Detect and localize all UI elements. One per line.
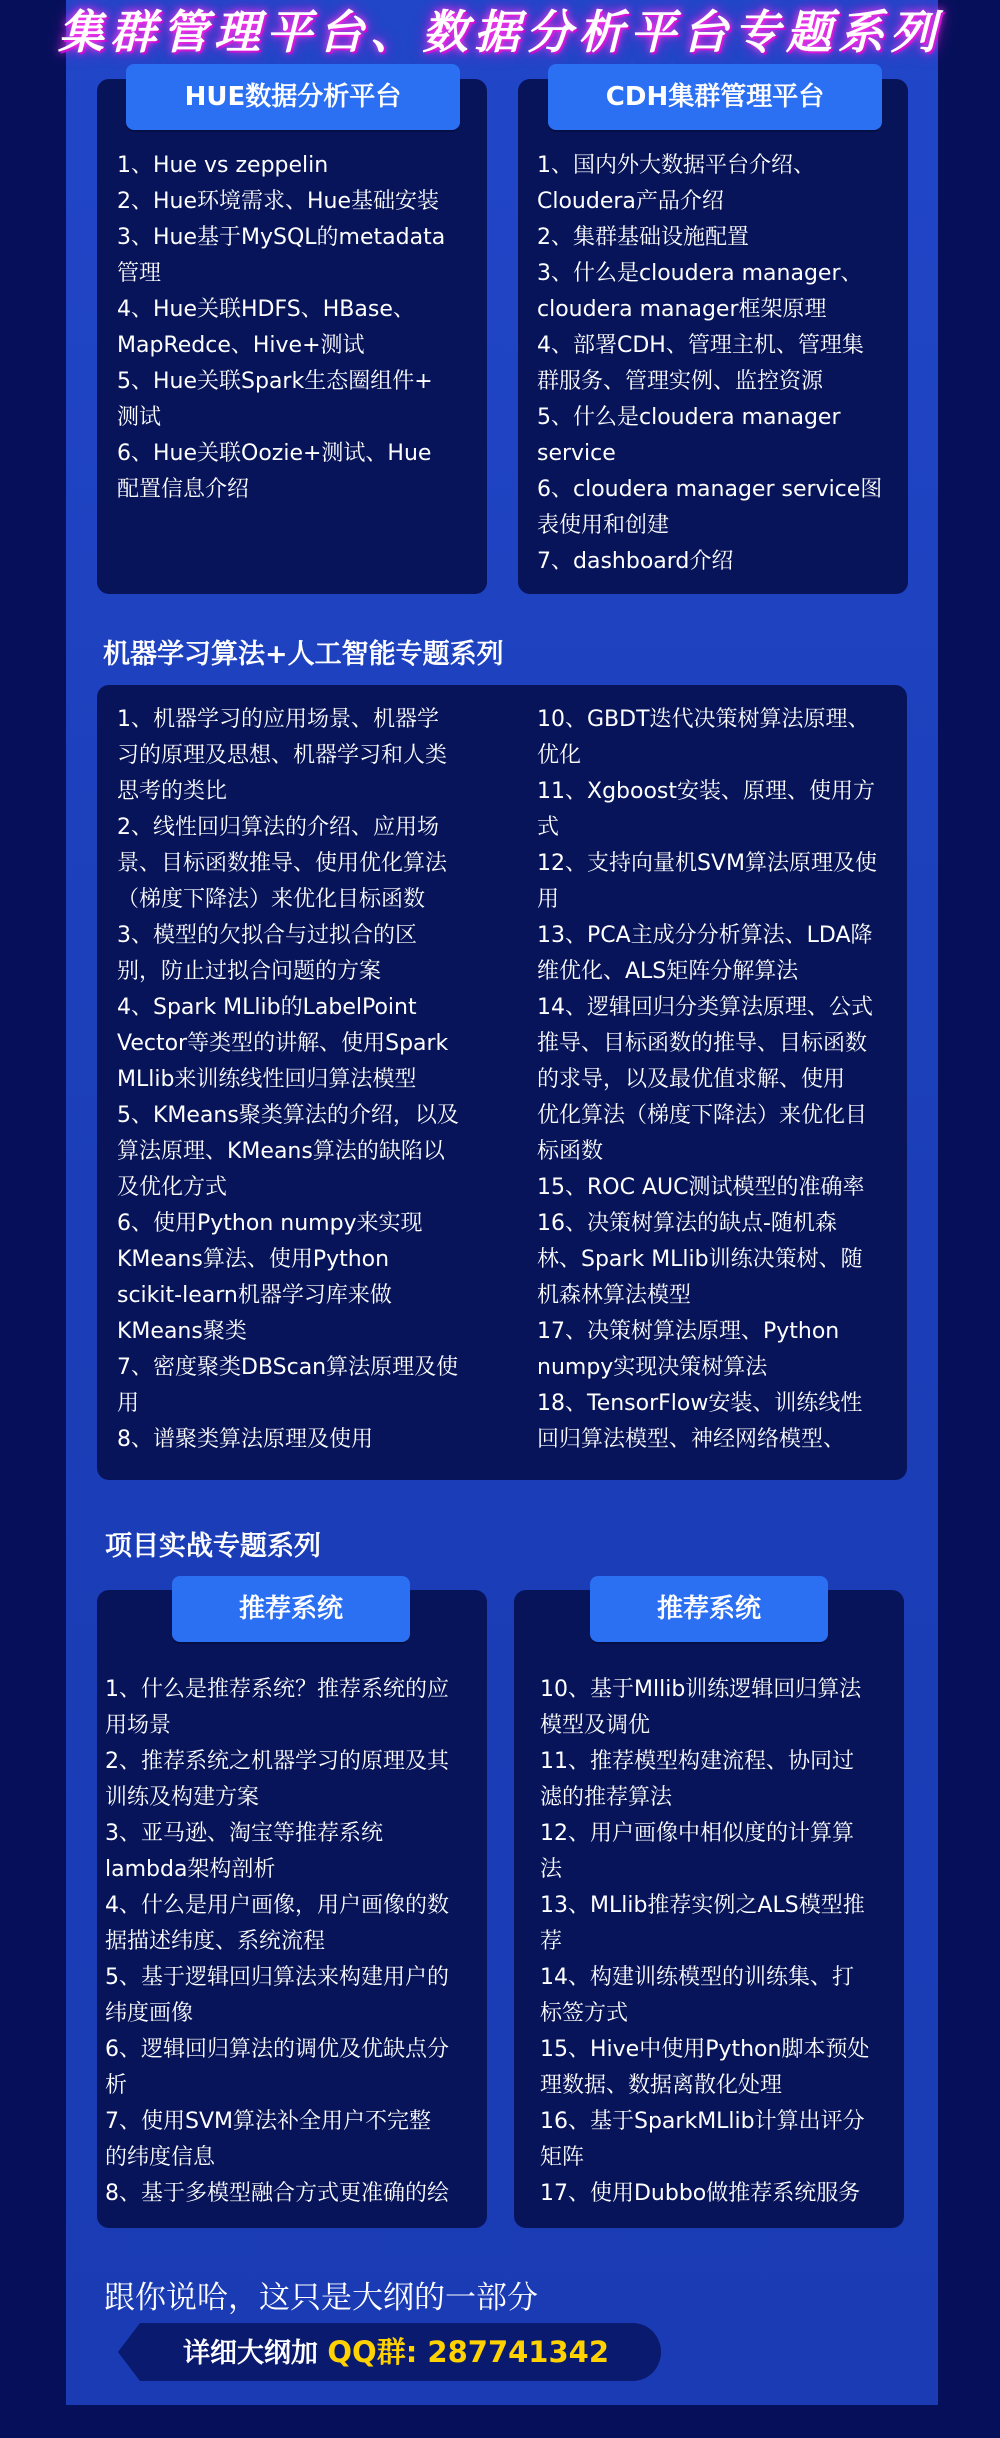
list-item: 8、基于多模型融合方式更准确的绘 [105, 2181, 449, 2206]
list-item: cloudera manager框架原理 [537, 297, 827, 322]
list-item: 算法原理、KMeans算法的缺陷以 [117, 1139, 445, 1164]
list-item: 优化 [537, 743, 582, 768]
list-item: 4、Spark MLlib的LabelPoint [117, 995, 417, 1020]
list-item: 12、支持向量机SVM算法原理及使 [537, 851, 877, 876]
list-item: 10、基于Mllib训练逻辑回归算法 [540, 1677, 862, 1702]
list-item: 11、Xgboost安装、原理、使用方 [537, 779, 876, 804]
ml-section-title: 机器学习算法+人工智能专题系列 [103, 639, 504, 670]
contact-banner[interactable] [118, 2323, 661, 2381]
project-left-title-pill: 推荐系统 [172, 1576, 410, 1642]
list-item: 思考的类比 [117, 779, 228, 804]
cdh-list [537, 148, 903, 580]
list-item: 别，防止过拟合问题的方案 [117, 959, 382, 984]
hue-title-pill: HUE数据分析平台 [126, 64, 460, 130]
list-item: 5、KMeans聚类算法的介绍，以及 [117, 1103, 459, 1128]
project-right-list [540, 1672, 900, 2212]
list-item: 习的原理及思想、机器学习和人类 [117, 743, 448, 768]
ml-left-list [117, 702, 492, 1458]
list-item: 16、基于SparkMLlib计算出评分 [540, 2109, 865, 2134]
list-item: MLlib来训练线性回归算法模型 [117, 1067, 417, 1092]
list-item: 13、PCA主成分分析算法、LDA降 [537, 923, 873, 948]
list-item: 法 [540, 1857, 563, 1882]
hue-list [117, 148, 477, 508]
list-item: 11、推荐模型构建流程、协同过 [540, 1749, 854, 1774]
list-item: lambda架构剖析 [105, 1857, 276, 1882]
list-item: 6、Hue关联Oozie+测试、Hue [117, 441, 432, 466]
list-item: 2、推荐系统之机器学习的原理及其 [105, 1749, 449, 1774]
list-item: 推导、目标函数的推导、目标函数 [537, 1031, 868, 1056]
list-item: 林、Spark MLlib训练决策树、随 [537, 1247, 863, 1272]
list-item: numpy实现决策树算法 [537, 1355, 768, 1380]
list-item: 8、谱聚类算法原理及使用 [117, 1427, 373, 1452]
list-item: 1、国内外大数据平台介绍、 [537, 153, 815, 178]
list-item: 用场景 [105, 1713, 172, 1738]
list-item: 训练及构建方案 [105, 1785, 260, 1810]
qq-group-number[interactable]: QQ群: 287741342 [327, 2335, 610, 2369]
list-item: 7、密度聚类DBScan算法原理及使 [117, 1355, 459, 1380]
list-item: 3、什么是cloudera manager、 [537, 261, 863, 286]
list-item: KMeans聚类 [117, 1319, 247, 1344]
list-item: 群服务、管理实例、监控资源 [537, 369, 824, 394]
project-right-title-pill: 推荐系统 [590, 1576, 828, 1642]
list-item: 5、什么是cloudera manager [537, 405, 841, 430]
list-item: 3、亚马逊、淘宝等推荐系统 [105, 1821, 383, 1846]
page-title: 集群管理平台、数据分析平台专题系列 [58, 5, 942, 59]
list-item: 滤的推荐算法 [540, 1785, 673, 1810]
list-item: 配置信息介绍 [117, 477, 250, 502]
project-left-list [105, 1672, 485, 2212]
list-item: 14、构建训练模型的训练集、打 [540, 1965, 854, 1990]
contact-text [183, 2323, 609, 2383]
list-item: 理数据、数据离散化处理 [540, 2073, 783, 2098]
list-item: 析 [105, 2073, 128, 2098]
list-item: MapRedce、Hive+测试 [117, 333, 365, 358]
list-item: 4、Hue关联HDFS、HBase、 [117, 297, 415, 322]
list-item: 6、使用Python numpy来实现 [117, 1211, 423, 1236]
cdh-title-pill: CDH集群管理平台 [548, 64, 882, 130]
list-item: 用 [537, 887, 560, 912]
list-item: 标函数 [537, 1139, 604, 1164]
list-item: 7、dashboard介绍 [537, 549, 734, 574]
list-item: 17、决策树算法原理、Python [537, 1319, 840, 1344]
list-item: 维优化、ALS矩阵分解算法 [537, 959, 799, 984]
footer-note: 跟你说哈，这只是大纲的一部分 [104, 2280, 538, 2316]
ml-right-list [537, 702, 907, 1458]
contact-label: 详细大纲加 [183, 2338, 318, 2369]
list-item: 回归算法模型、神经网络模型、 [537, 1427, 846, 1452]
list-item: 用 [117, 1391, 140, 1416]
list-item: KMeans算法、使用Python [117, 1247, 390, 1272]
list-item: 4、部署CDH、管理主机、管理集 [537, 333, 864, 358]
list-item: 7、使用SVM算法补全用户不完整 [105, 2109, 431, 2134]
list-item: 1、什么是推荐系统？推荐系统的应 [105, 1677, 449, 1702]
list-item: 4、什么是用户画像，用户画像的数 [105, 1893, 449, 1918]
list-item: 表使用和创建 [537, 513, 670, 538]
list-item: 标签方式 [540, 2001, 629, 2026]
list-item: 13、MLlib推荐实例之ALS模型推 [540, 1893, 865, 1918]
list-item: 17、使用Dubbo做推荐系统服务 [540, 2181, 861, 2206]
list-item: 1、Hue vs zeppelin [117, 153, 329, 178]
list-item: 6、逻辑回归算法的调优及优缺点分 [105, 2037, 449, 2062]
list-item: 及优化方式 [117, 1175, 228, 1200]
list-item: 15、Hive中使用Python脚本预处 [540, 2037, 870, 2062]
list-item: 测试 [117, 405, 162, 430]
list-item: 景、目标函数推导、使用优化算法 [117, 851, 448, 876]
list-item: 纬度画像 [105, 2001, 194, 2026]
list-item: 2、线性回归算法的介绍、应用场 [117, 815, 439, 840]
list-item: Cloudera产品介绍 [537, 189, 724, 214]
list-item: 矩阵 [540, 2145, 585, 2170]
list-item: 2、集群基础设施配置 [537, 225, 749, 250]
list-item: 3、模型的欠拟合与过拟合的区 [117, 923, 417, 948]
list-item: 据描述纬度、系统流程 [105, 1929, 326, 1954]
list-item: scikit-learn机器学习库来做 [117, 1283, 392, 1308]
list-item: 1、机器学习的应用场景、机器学 [117, 707, 439, 732]
list-item: 14、逻辑回归分类算法原理、公式 [537, 995, 873, 1020]
list-item: 机森林算法模型 [537, 1283, 692, 1308]
list-item: Vector等类型的讲解、使用Spark [117, 1031, 449, 1056]
list-item: 12、用户画像中相似度的计算算 [540, 1821, 854, 1846]
list-item: 15、ROC AUC测试模型的准确率 [537, 1175, 865, 1200]
list-item: 模型及调优 [540, 1713, 651, 1738]
list-item: 5、基于逻辑回归算法来构建用户的 [105, 1965, 449, 1990]
list-item: 6、cloudera manager service图 [537, 477, 883, 502]
list-item: 3、Hue基于MySQL的metadata [117, 225, 446, 250]
list-item: 5、Hue关联Spark生态圈组件+ [117, 369, 433, 394]
list-item: 10、GBDT迭代决策树算法原理、 [537, 707, 870, 732]
list-item: 式 [537, 815, 560, 840]
list-item: 2、Hue环境需求、Hue基础安装 [117, 189, 440, 214]
list-item: 管理 [117, 261, 162, 286]
list-item: （梯度下降法）来优化目标函数 [117, 887, 426, 912]
list-item: 18、TensorFlow安装、训练线性 [537, 1391, 863, 1416]
list-item: 的纬度信息 [105, 2145, 216, 2170]
list-item: service [537, 441, 616, 466]
list-item: 荐 [540, 1929, 563, 1954]
project-section-title: 项目实战专题系列 [105, 1531, 321, 1562]
list-item: 优化算法（梯度下降法）来优化目 [537, 1103, 868, 1128]
list-item: 16、决策树算法的缺点-随机森 [537, 1211, 837, 1236]
list-item: 的求导，以及最优值求解、使用 [537, 1067, 846, 1092]
